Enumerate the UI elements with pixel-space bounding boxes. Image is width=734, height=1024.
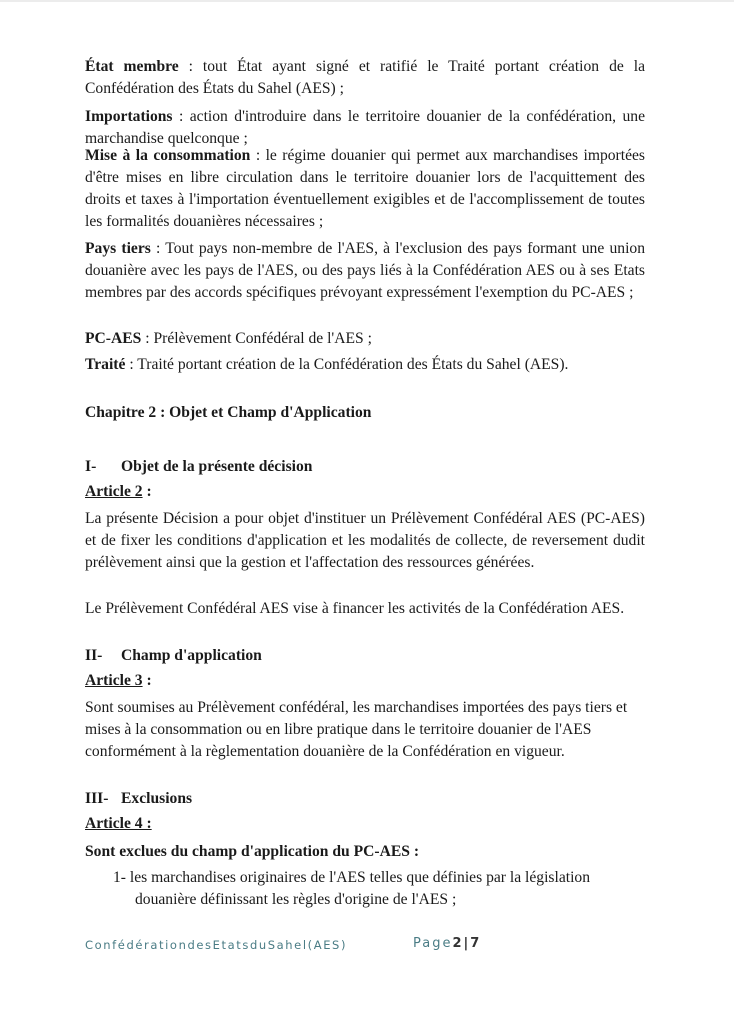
section-title: Exclusions [121,790,193,807]
definition-text: : Prélèvement Confédéral de l'AES ; [141,330,372,347]
exclusion-list-item [85,867,645,911]
definition-text: : Tout pays non-membre de l'AES, à l'exclusion des pays formant une union douanière avec les pays de l'AES, ou des pays liés à la Confédération AES ou à ses Etats membres par des accords spécifiques prévoyant expressément l'exemption du PC-AES ; [85,240,645,301]
exclusions-intro: Sont exclues du champ d'application du PC-AES : [85,843,420,860]
section-number: III- [85,790,109,807]
article-label: Article 2 [85,483,143,500]
article-colon: : [142,483,152,500]
section-title: Objet de la présente décision [121,458,313,475]
definition-text: : tout État ayant signé et ratifié le Traité portant création de la Confédération des États du Sahel (AES) ; [85,58,645,97]
definition-text: : Traité portant création de la Confédération des États du Sahel (AES). [125,356,569,373]
definition-text: : le régime douanier qui permet aux marchandises importées d'être mises en libre circulation dans le territoire douanier lors de l'acquittement des droits et taxes à l'importation éventuellement exigibles et de l'accomplissement de toutes les formalités douanières nécessaires ; [85,147,645,230]
article-4-heading [85,813,645,835]
section-title: Champ d'application [121,647,262,664]
definition-traite [85,354,645,376]
definition-term: État membre [85,58,179,75]
section-number: I- [85,458,97,475]
definition-importations [85,106,645,150]
section-heading-champ [85,645,645,667]
article-2-paragraph-1: La présente Décision a pour objet d'instituer un Prélèvement Confédéral AES (PC-AES) et de fixer les conditions d'application et les modalités de collecte, de reversement dudit prélèvement ainsi que la gestion et l'affectation des ressources générées. [85,510,645,571]
article-3-heading [85,670,645,692]
article-label: Article 4 : [85,815,152,832]
list-item-text: les marchandises originaires de l'AES telles que définies par la législation douanière définissant les règles d'origine de l'AES ; [129,869,590,908]
definition-pays-tiers [85,238,645,304]
footer-page-number [413,936,481,951]
section-heading-objet [85,456,645,478]
definition-term: PC-AES [85,330,142,347]
page-total: 7 [470,936,482,951]
article-2-paragraph-2: Le Prélèvement Confédéral AES vise à financer les activités de la Confédération AES. [85,600,625,617]
page-top-edge [0,0,734,2]
definition-text: : action d'introduire dans le territoire douanier de la confédération, une marchandise quelconque ; [85,108,645,147]
definition-term: Importations [85,108,173,125]
article-3-paragraph: Sont soumises au Prélèvement confédéral, les marchandises importées des pays tiers et mises à la consommation ou en libre pratique dans le territoire douanier de l'AES conformément à la règlementation douanière de la Confédération en vigueur. [85,699,628,760]
article-colon: : [142,672,152,689]
list-marker: 1- [113,869,126,886]
chapter-title: Chapitre 2 : Objet et Champ d'Application [85,404,372,421]
definition-term: Mise à la consommation [85,147,251,164]
article-2-heading [85,481,645,503]
section-number: II- [85,647,103,664]
page-label: Page [413,936,453,951]
definition-pc-aes [85,328,645,350]
section-heading-exclusions [85,788,645,810]
definition-term: Traité [85,356,126,373]
definition-etat-membre [85,56,645,100]
page-current: 2 [452,936,464,951]
page-separator: | [463,936,471,951]
definition-mise-a-la-consommation [85,145,645,233]
article-label: Article 3 [85,672,143,689]
footer-organization: ConfédérationdesEtatsduSahel(AES) [85,938,348,952]
definition-term: Pays tiers [85,240,151,257]
